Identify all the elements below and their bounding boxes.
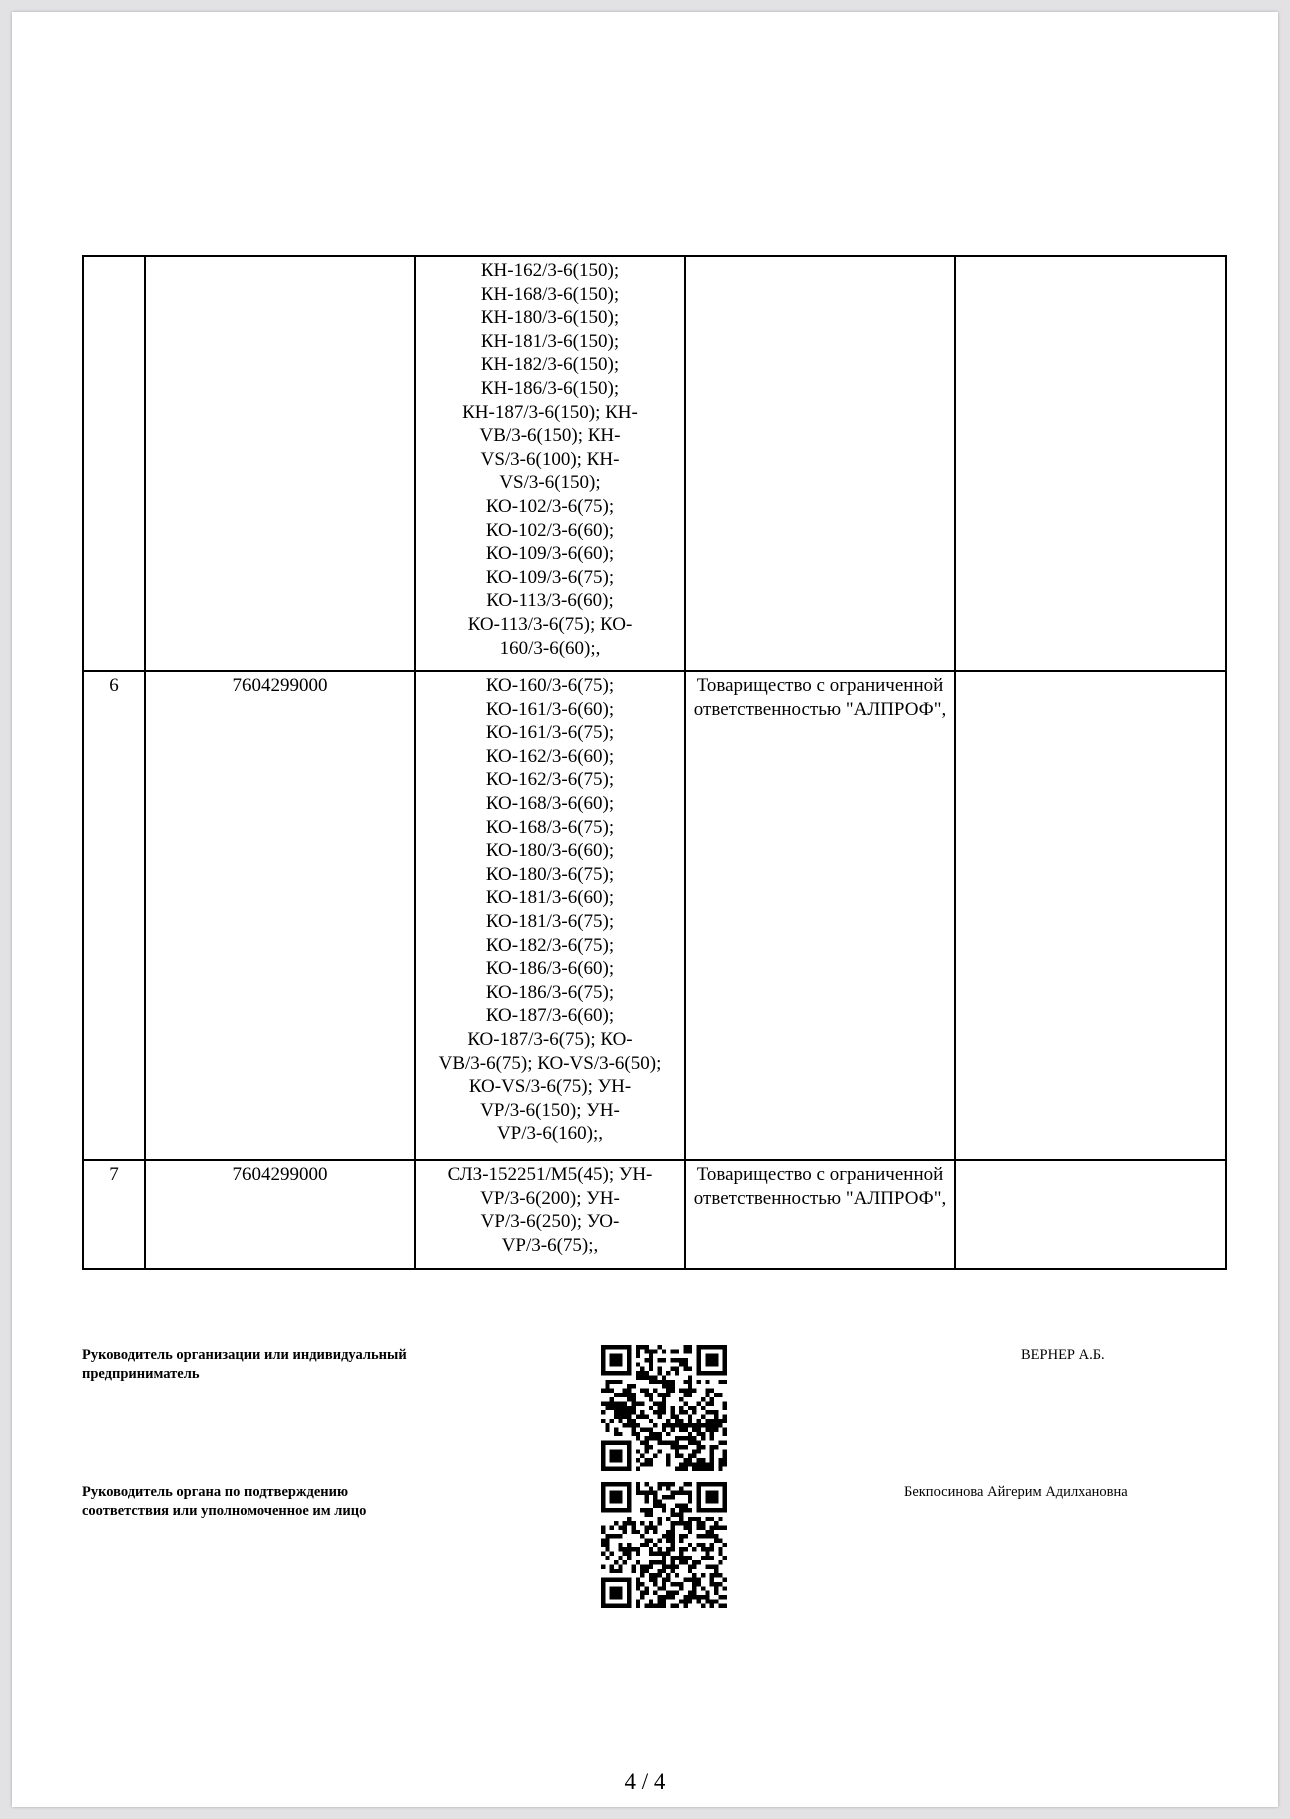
head-signature-name: ВЕРНЕР А.Б. (1021, 1347, 1105, 1363)
tn-ved-code-cell (145, 256, 415, 671)
body-signature-label: Руководитель органа по подтверждению соответствия или уполномоченное им лицо (82, 1484, 367, 1519)
table-row (83, 1160, 1226, 1269)
extra-cell (955, 256, 1226, 671)
product-models-cell: КН-162/3-6(150); КН-168/3-6(150); КН-180/3-6(150); КН-181/3-6(150); КН-182/3-6(150); КН-186/3-6(150); КН-187/3-6(150); КН- VB/3-6(150); КН- VS/3-6(100); КН- VS/3-6(150); КО-102/3-6(75); КО-102/3-6(60); КО-109/3-6(60); КО-109/3-6(75); КО-113/3-6(60); КО-113/3-6(75); КО- 160/3-6(60);, (415, 256, 685, 671)
qr-code-icon (601, 1345, 727, 1471)
product-models-cell: СЛЗ-152251/М5(45); УН- VP/3-6(200); УН- VP/3-6(250); УО- VP/3-6(75);, (415, 1160, 685, 1269)
table-row (83, 671, 1226, 1160)
row-number-cell (83, 256, 145, 671)
page-number: 4 / 4 (624, 1769, 666, 1794)
products-table (82, 255, 1227, 1270)
tn-ved-code-cell: 7604299000 (145, 671, 415, 1160)
extra-cell (955, 1160, 1226, 1269)
qr-code-icon (601, 1482, 727, 1608)
tn-ved-code-cell: 7604299000 (145, 1160, 415, 1269)
row-number-cell: 7 (83, 1160, 145, 1269)
head-signature-label: Руководитель организации или индивидуальный предприниматель (82, 1347, 407, 1382)
product-models-cell: КО-160/3-6(75); КО-161/3-6(60); КО-161/3-6(75); КО-162/3-6(60); КО-162/3-6(75); КО-168/3-6(60); КО-168/3-6(75); КО-180/3-6(60); КО-180/3-6(75); КО-181/3-6(60); КО-181/3-6(75); КО-182/3-6(75); КО-186/3-6(60); КО-186/3-6(75); КО-187/3-6(60); КО-187/3-6(75); КО- VB/3-6(75); КО-VS/3-6(50); КО-VS/3-6(75); УН- VP/3-6(150); УН- VP/3-6(160);, (415, 671, 685, 1160)
row-number-cell: 6 (83, 671, 145, 1160)
manufacturer-cell (685, 256, 955, 671)
body-signature-name: Бекпосинова Айгерим Адилхановна (904, 1484, 1128, 1500)
extra-cell (955, 671, 1226, 1160)
manufacturer-cell: Товарищество с ограниченной ответственностью "АЛПРОФ", (685, 671, 955, 1160)
table-row (83, 256, 1226, 671)
manufacturer-cell: Товарищество с ограниченной ответственностью "АЛПРОФ", (685, 1160, 955, 1269)
